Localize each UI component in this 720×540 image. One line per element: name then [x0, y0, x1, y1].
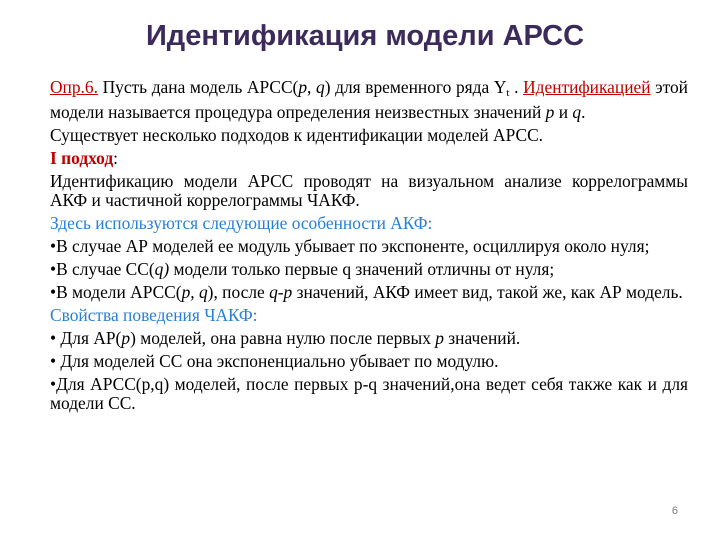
bullet-text: ) моделей, она равна нулю после первых: [130, 328, 436, 348]
acf-bullet-2: [50, 260, 688, 279]
pacf-bullet-1: [50, 329, 688, 348]
var-p: p: [545, 102, 555, 122]
bullet-text: модели только первые q значений отличны от нуля;: [169, 259, 555, 279]
approach1-label: I подход: [50, 148, 114, 168]
page-number: 6: [671, 505, 678, 517]
slide-title: Идентификация модели АРСС: [145, 20, 585, 52]
var-q: q: [316, 77, 325, 97]
var-q: q: [572, 102, 582, 122]
approach1-text: Идентификацию модели АРСС проводят на визуальном анализе коррелограммы АКФ и частичной коррелограммы ЧАКФ.: [50, 171, 688, 210]
bullet-text: • Для АР(: [50, 328, 122, 348]
definition-text: Пусть дана модель АРСС(: [97, 77, 299, 97]
bullet-text: •В модели АРСС(: [50, 282, 182, 302]
definition-text: и: [554, 102, 573, 122]
acf-bullet-1: •В случае АР моделей ее модуль убывает по экспоненте, осциллируя около нуля;: [50, 236, 650, 256]
approach1-heading: [50, 149, 688, 168]
var-pq: p, q: [181, 282, 208, 302]
definition-term: Идентификацией: [523, 77, 651, 97]
definition-label: Опр.6.: [50, 77, 98, 97]
bullet-text: значений, АКФ имеет вид, такой же, как АР модель.: [292, 282, 683, 302]
pacf-bullet-2: • Для моделей СС она экспоненциально убывает по модулю.: [50, 351, 499, 371]
bullet-text: значений.: [443, 328, 521, 348]
slide-body: [50, 78, 688, 417]
definition-text: этой модели называется процедура определения неизвестных значений: [50, 77, 688, 122]
var-qp: q-p: [269, 282, 293, 302]
var-q: q): [154, 259, 170, 279]
var-p: p: [121, 328, 131, 348]
comma: ,: [307, 77, 317, 97]
acf-heading: Здесь используются следующие особенности АКФ:: [50, 213, 433, 233]
bullet-text: ), после: [207, 282, 270, 302]
colon: :: [113, 148, 118, 168]
var-p: p: [435, 328, 444, 348]
var-p: p: [298, 77, 308, 97]
definition-text: .: [509, 77, 524, 97]
pacf-bullet-3: •Для АРСС(p,q) моделей, после первых p-q значений,она ведет себя также как и для модели СС.: [50, 374, 688, 413]
definition-text: ) для временного ряда Y: [324, 77, 507, 97]
subscript-t: t: [506, 87, 510, 99]
definition-text: .: [581, 102, 586, 122]
bullet-text: •В случае СС(: [50, 259, 155, 279]
approaches-paragraph: Существует несколько подходов к идентификации моделей АРСС.: [50, 125, 544, 145]
pacf-heading: Свойства поведения ЧАКФ:: [50, 305, 258, 325]
acf-bullet-3: [50, 283, 688, 302]
definition-paragraph: [50, 78, 688, 122]
